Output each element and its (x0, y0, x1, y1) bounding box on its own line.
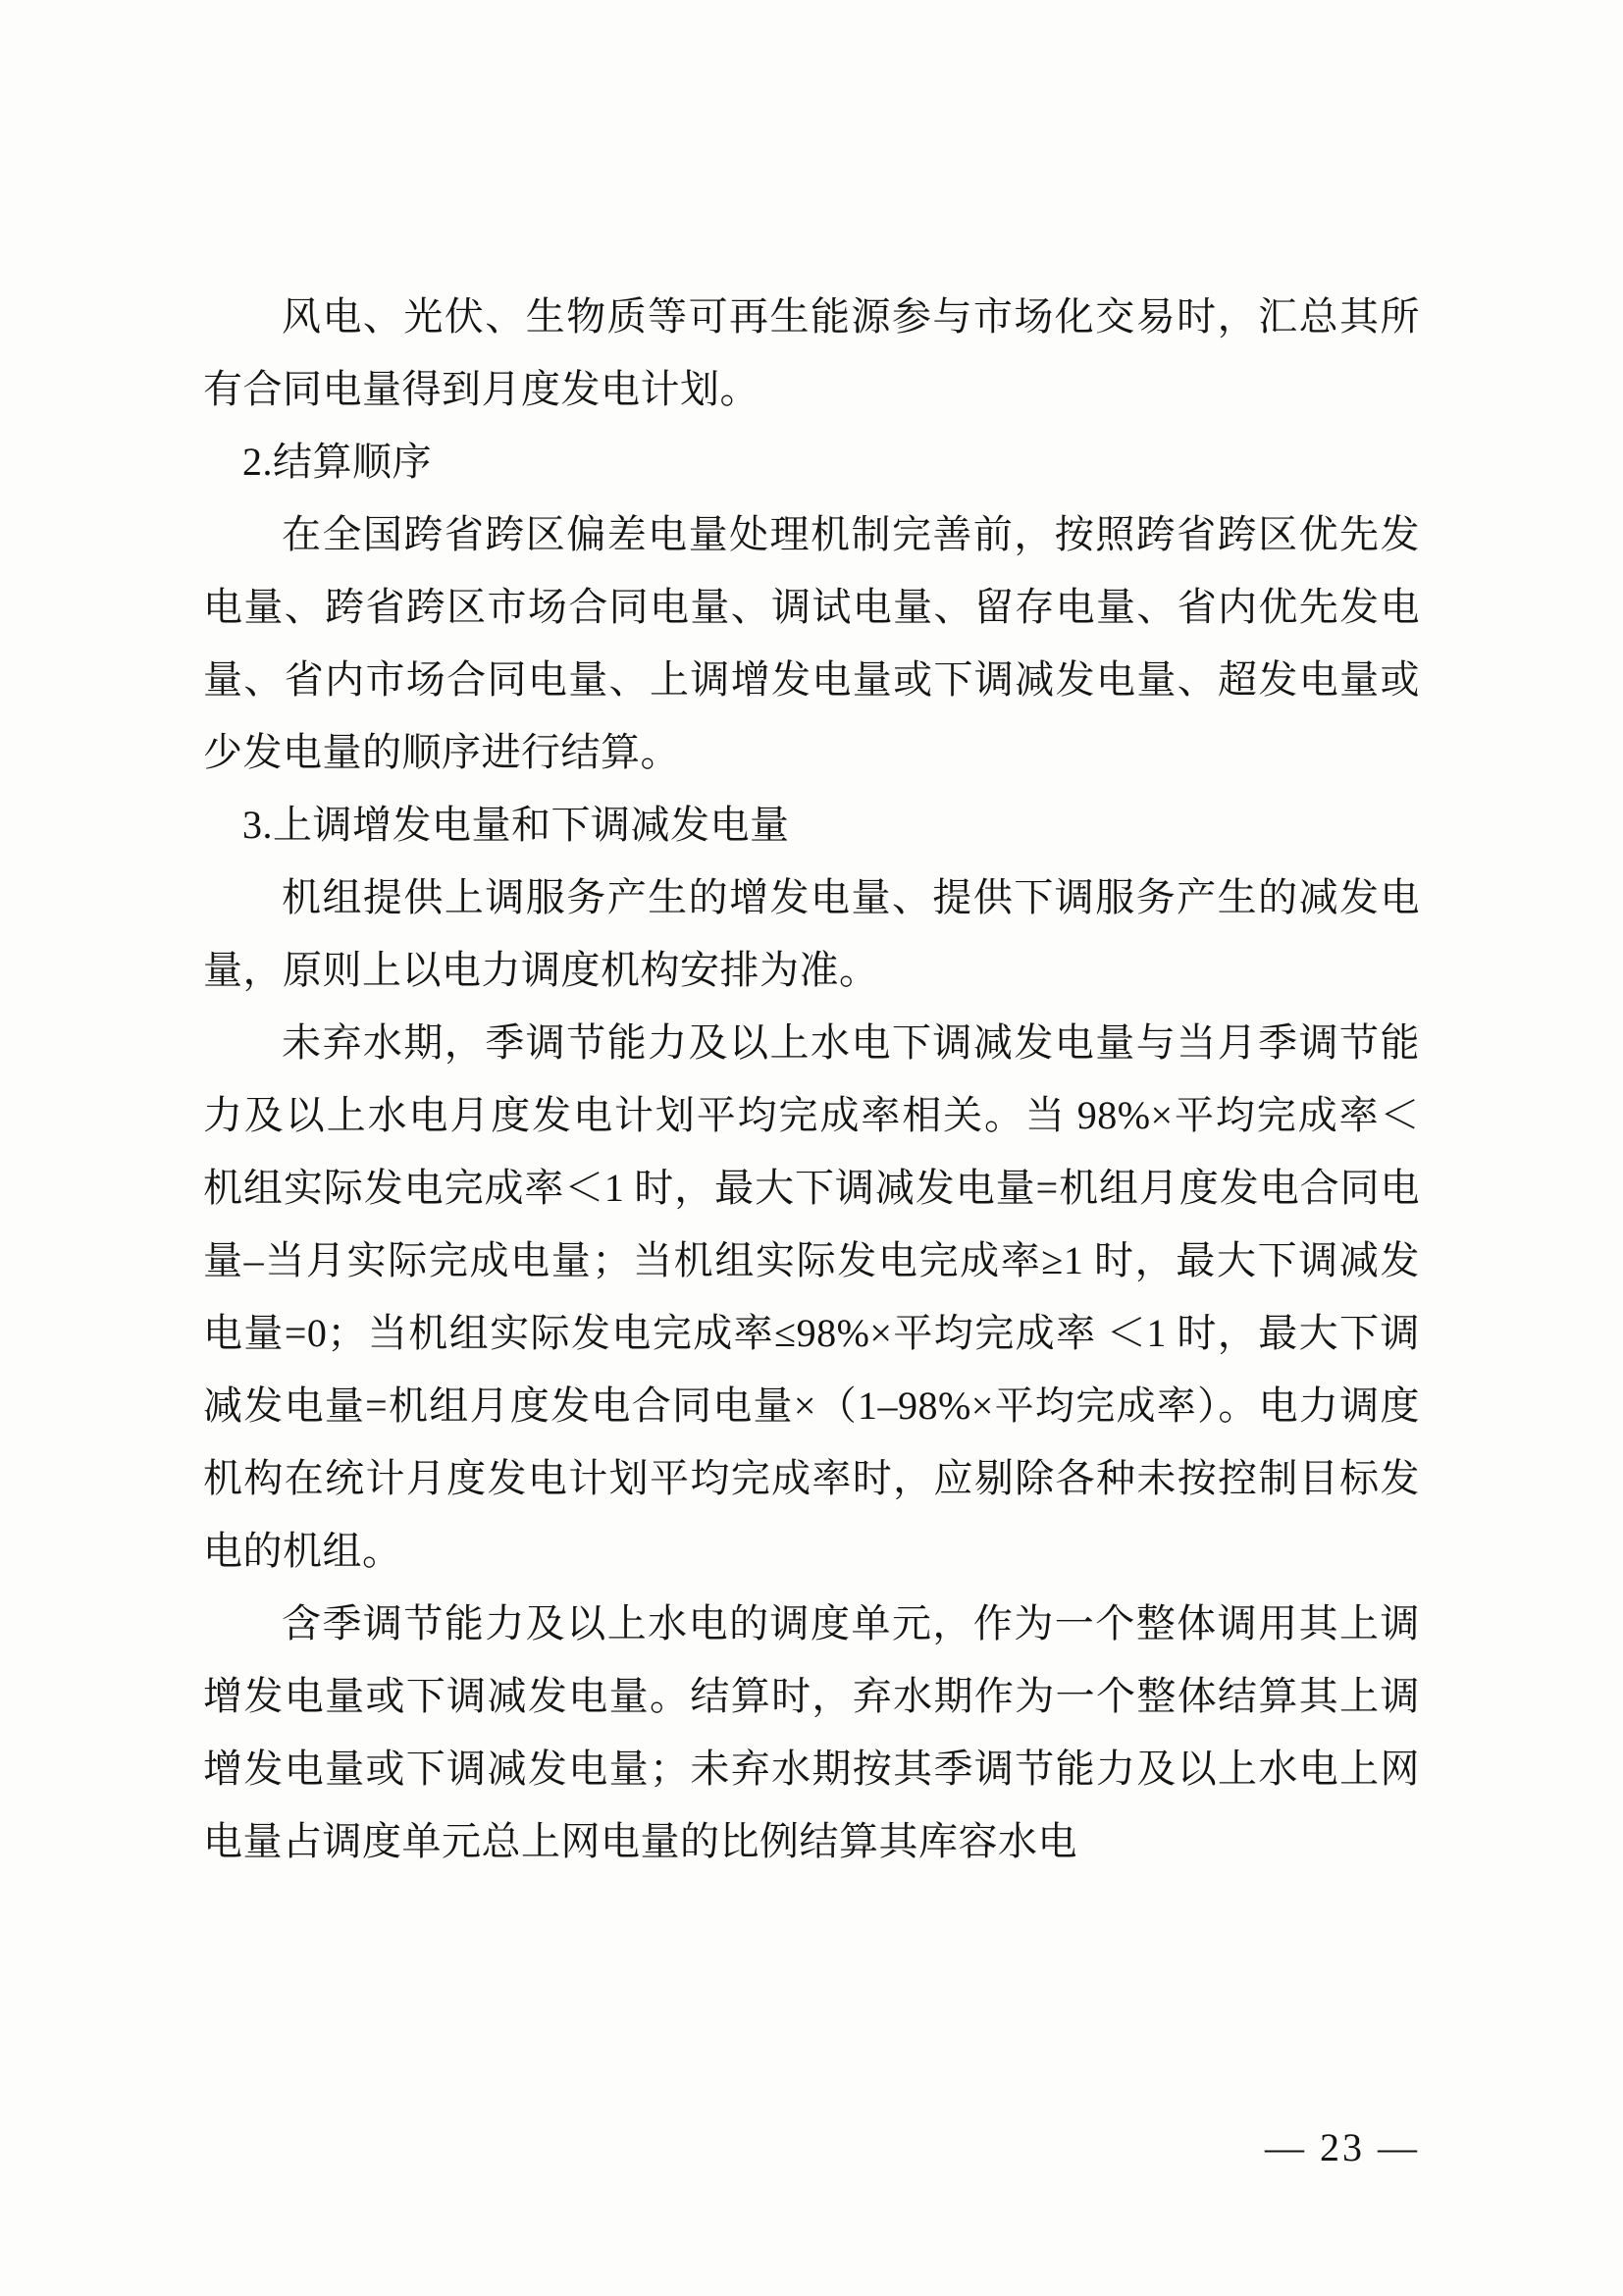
paragraph-non-spill-period-formula: 未弃水期，季调节能力及以上水电下调减发电量与当月季调节能力及以上水电月度发电计划平均完成率相关。当 98%×平均完成率＜机组实际发电完成率＜1 时，最大下调减发电量=机组月度发电合同电量–当月实际完成电量；当机组实际发电完成率≥1 时，最大下调减发电量=0；当机组实际发电完成率≤98%×平均完成率 ＜1 时，最大下调减发电量=机组月度发电合同电量×（1–98%×平均完成率）。电力调度机构在统计月度发电计划平均完成率时，应剔除各种未按控制目标发电的机组。 (203, 1020, 1420, 1573)
paragraph-dispatch-unit-settlement: 含季调节能力及以上水电的调度单元，作为一个整体调用其上调增发电量或下调减发电量。结算时，弃水期作为一个整体结算其上调增发电量或下调减发电量；未弃水期按其季调节能力及以上水电上网电量占调度单元总上网电量的比例结算其库容水电 (203, 1601, 1420, 1863)
page-number: — 23 — (1265, 2125, 1420, 2169)
heading-up-down-regulation: 3.上调增发电量和下调减发电量 (242, 803, 790, 847)
paragraph-settlement-order: 在全国跨省跨区偏差电量处理机制完善前，按照跨省跨区优先发电量、跨省跨区市场合同电量、调试电量、留存电量、省内优先发电量、省内市场合同电量、上调增发电量或下调减发电量、超发电量或少发电量的顺序进行结算。 (203, 512, 1420, 774)
paragraph-renewable-market: 风电、光伏、生物质等可再生能源参与市场化交易时，汇总其所有合同电量得到月度发电计划。 (203, 294, 1420, 411)
paragraph-unit-regulation-service: 机组提供上调服务产生的增发电量、提供下调服务产生的减发电量，原则上以电力调度机构安排为准。 (203, 875, 1420, 992)
page-body (203, 281, 1420, 1878)
heading-settlement-order: 2.结算顺序 (242, 440, 432, 484)
